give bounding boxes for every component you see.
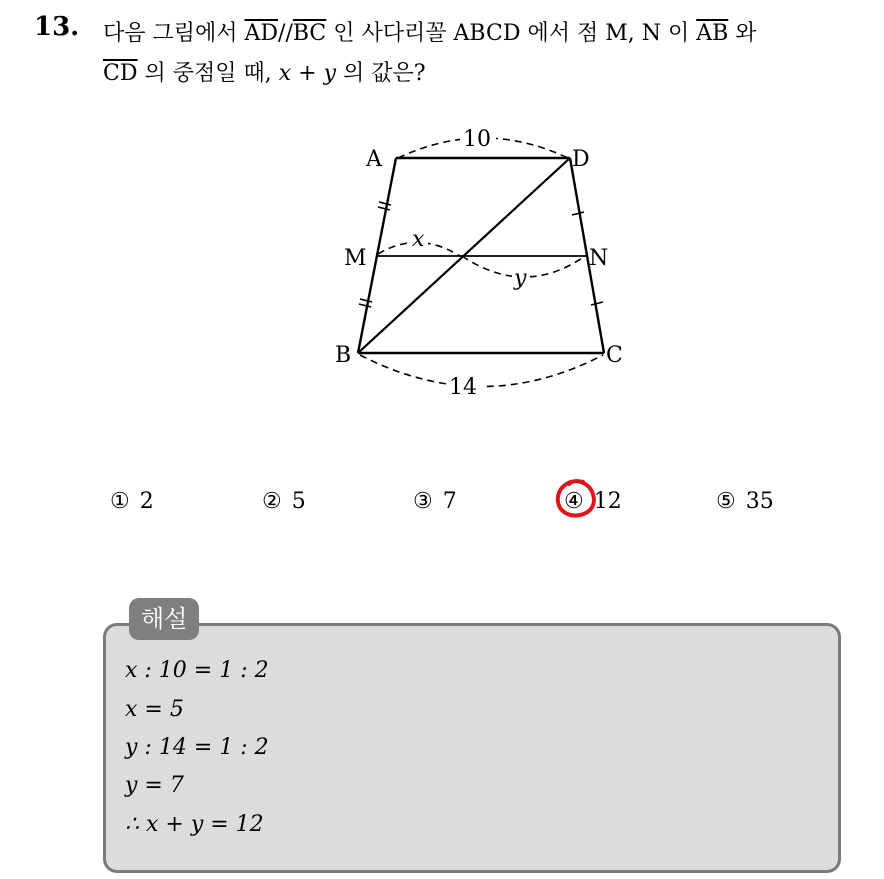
question-number: 13. [34,12,80,42]
choice-2[interactable]: ② 5 [262,489,306,514]
solution-tab: 해설 [129,598,199,640]
var-y-label: y [514,266,527,291]
question-line-2: $\overline{CD}$ 의 중점일 때, x + y 의 값은? [103,61,426,86]
choice-4[interactable]: ④ 12 [564,489,622,514]
top-length-label: 10 [463,127,491,152]
label-m: M [344,246,367,271]
solution-line-2: x = 5 [125,697,184,722]
var-x-label: x [412,227,425,252]
bottom-length-label: 14 [449,375,477,400]
tick-marks [359,202,603,307]
solution-line-4: y = 7 [125,773,184,798]
label-n: N [589,246,609,271]
trapezoid-figure [330,118,640,408]
choice-1[interactable]: ① 2 [110,489,154,514]
choice-3[interactable]: ③ 7 [413,489,457,514]
label-c: C [606,343,623,368]
solution-line-3: y : 14 = 1 : 2 [125,735,269,760]
solution-line-5: ∴ x + y = 12 [125,812,264,837]
label-b: B [335,343,352,368]
question-line-1: 다음 그림에서 $\overline{AD}//\overline{BC}$ 인 사다리꼴 ABCD 에서 점 M, N 이 $\overline{AB}$ 와 [103,21,757,46]
label-d: D [572,147,590,172]
label-a: A [366,147,382,172]
choice-5[interactable]: ⑤ 35 [716,489,774,514]
answer-mark-circle [553,476,599,522]
solution-line-1: x : 10 = 1 : 2 [125,658,269,683]
answer-choices [0,489,884,529]
